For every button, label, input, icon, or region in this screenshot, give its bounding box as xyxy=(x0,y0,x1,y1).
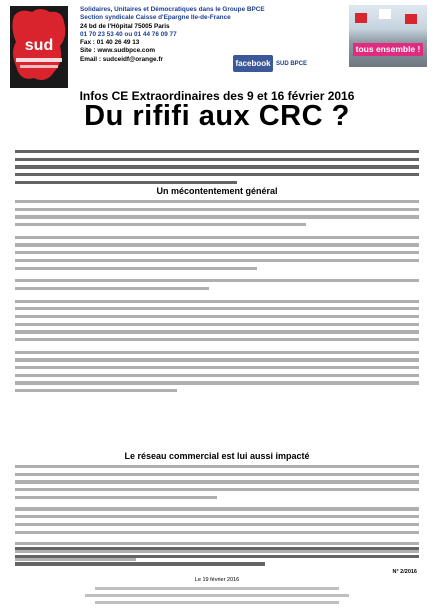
address: 24 bd de l'Hôpital 75005 Paris xyxy=(80,22,170,30)
flag-icon xyxy=(405,14,417,24)
footer-signatures xyxy=(0,577,434,604)
sud-logo xyxy=(10,6,68,88)
rally-photo xyxy=(349,5,427,67)
footer-date: Le 19 février 2016 xyxy=(194,577,240,583)
facebook-caption: SUD BPCE xyxy=(276,61,308,67)
section-heading-mecontentement: Un mécontentement général xyxy=(156,186,278,196)
page-number: N° 2/2016 xyxy=(392,569,417,575)
facebook-badge[interactable]: facebook xyxy=(233,55,273,72)
flag-icon xyxy=(379,9,391,19)
phone-numbers: 01 70 23 53 40 ou 01 44 76 09 77 xyxy=(80,30,177,38)
infos-ce-kicker: Infos CE Extraordinaires des 9 et 16 février 2016 xyxy=(79,89,355,103)
intro-paragraph xyxy=(15,150,419,188)
section-heading-reseau-commercial: Le réseau commercial est lui aussi impacté xyxy=(124,451,310,461)
fax-number: Fax : 01 40 26 49 13 xyxy=(80,39,140,47)
union-name: Solidaires, Unitaires et Démocratiques dans le Groupe BPCE xyxy=(80,6,265,13)
conclusion-paragraph xyxy=(15,547,419,570)
section-name: Section syndicale Caisse d'Epargne Ile-de-France xyxy=(80,14,231,22)
svg-text:sud: sud xyxy=(24,37,54,54)
email-link[interactable]: Email : sudceidf@orange.fr xyxy=(80,55,163,63)
section-1-body xyxy=(15,200,419,397)
website-link[interactable]: Site : www.sudbpce.com xyxy=(80,47,156,55)
photo-caption: tous ensemble ! xyxy=(355,44,421,54)
page-title: Du rififi aux CRC ? xyxy=(84,100,350,132)
flag-icon xyxy=(355,13,367,23)
